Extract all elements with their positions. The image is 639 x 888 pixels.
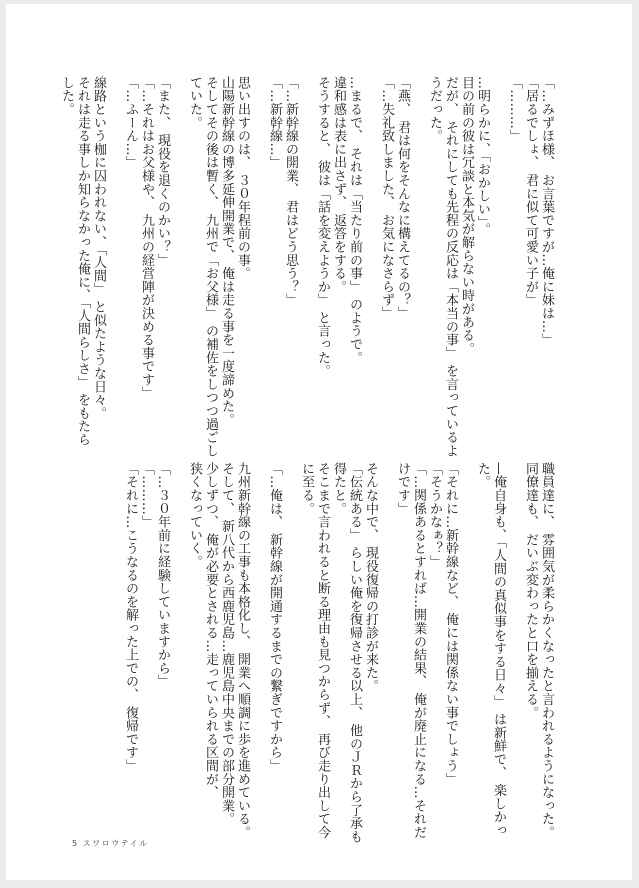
text-line	[170, 462, 186, 807]
text-line: そしてその後は暫く、 九州で「お父様」 の補佐をしつつ過ごし	[203, 76, 218, 458]
text-line: …まるで、 それは「当たり前の事」 のようで。	[347, 76, 362, 365]
lower-text-block	[122, 462, 554, 844]
text-line	[362, 76, 378, 421]
text-line: けです」	[395, 462, 410, 516]
text-line: 違和感は表に出さず、 返答をする。	[331, 76, 346, 294]
text-line: した。	[59, 76, 74, 116]
text-line: 「…新幹線の開業、 君はどう思う？」	[283, 76, 298, 307]
text-line: 「…俺は、 新幹線が開通するまでの繋ぎですから」	[267, 462, 282, 773]
text-line: に至る。	[299, 462, 314, 516]
text-line: 目の前の彼は冗談と本気が解らない時がある。	[459, 76, 474, 356]
text-line	[458, 462, 474, 807]
text-line: ていた。	[187, 76, 202, 130]
text-line: た。	[475, 462, 490, 489]
upper-text-block	[58, 76, 554, 458]
text-line: 「…失礼致しました、 お気になさらず」	[379, 76, 394, 320]
text-line	[106, 76, 122, 421]
footer-title: スワロウテイル	[82, 839, 149, 848]
text-line: 線路という枷に囚われない、「人間」 と似たような日々。	[91, 76, 106, 420]
text-line: —俺自身も、「人間の真似事をする日々」 は新鮮で、 楽しかっ	[491, 462, 506, 837]
text-line: 「………」	[139, 462, 154, 529]
text-line: 「…それはお父様や、 九州の経営陣が決める事です」	[139, 76, 154, 400]
text-line	[250, 462, 266, 807]
text-line	[298, 76, 314, 421]
text-line: 九州新幹線の工事も本格化し、 開業へ順調に歩を進めている。	[235, 462, 250, 839]
text-line: 「そうかなぁ？」	[427, 462, 442, 569]
text-line	[506, 462, 522, 807]
text-line: 「それに…こうなるのを解った上での、 復帰です」	[123, 462, 138, 773]
text-line	[490, 76, 506, 421]
document-page	[6, 4, 632, 880]
text-line: …明らかに、「おかしい」。	[475, 76, 490, 236]
text-line: だが、 それにしても先程の反応は「本当の事」 を言っているよ	[443, 76, 458, 458]
page-footer	[72, 838, 149, 849]
text-line: 「居るでしょ、 君に似て可愛い子が」	[523, 76, 538, 307]
page-number: 5	[72, 839, 79, 848]
text-line: 「…関係あるとすれば…開業の結果、 俺が廃止になる…それだ	[411, 462, 426, 839]
text-line: 「それに…新幹線など、 俺には関係ない事でしょう」	[443, 462, 458, 786]
text-line: 少しずつ、 俺が必要とされる…走っていられる区間が、	[203, 462, 218, 799]
text-line	[410, 76, 426, 421]
text-line: 「…新幹線…」	[267, 76, 282, 170]
text-line: 「…３０年前に経験していますから」	[155, 462, 170, 689]
text-line: それは走る事しか知らなかった俺に、「人間らしさ」 をもたら	[75, 76, 90, 447]
text-line	[282, 462, 298, 807]
text-line: 「…ふーん…」	[123, 76, 138, 170]
text-line	[378, 462, 394, 807]
text-line: 同僚達も、 だいぶ変わったと口を揃える。	[523, 462, 538, 720]
text-line: 狭くなっていく。	[187, 462, 202, 569]
text-line: 「また、 現役を退くのかい？」	[155, 76, 170, 267]
text-line: 得たと。	[331, 462, 346, 516]
text-line: 思い出すのは、 ３０年程前の事。	[235, 76, 250, 280]
text-line	[250, 76, 266, 421]
text-line: そうすると、 彼は「話を変えようか」 と言った。	[315, 76, 330, 378]
text-line	[170, 76, 186, 421]
text-line: 「………」	[507, 76, 522, 143]
text-line: うだった。	[427, 76, 442, 143]
text-line: 山陽新幹線の博多延伸開業で、 俺は走る事を一度諦めた。	[219, 76, 234, 427]
text-line: 職員達に、 雰囲気が柔らかくなったと言われるようになった。	[539, 462, 554, 839]
text-line: 「…みずほ様、 お言葉ですが…俺に妹は…」	[539, 76, 554, 347]
text-line: そこまで言われると断る理由も見つからず、 再び走り出して今	[315, 462, 330, 839]
text-line: 「燕、 君は何をそんなに構えてるの？」	[395, 76, 410, 320]
text-line: そして、 新八代から西鹿児島…鹿児島中央までの部分開業。	[219, 462, 234, 826]
text-line: 「伝統ある」 らしい俺を復帰させる以上、 他のＪＲから了承も	[347, 462, 362, 844]
text-line: そんな中で、 現役復帰の打診が来た。	[363, 462, 378, 693]
